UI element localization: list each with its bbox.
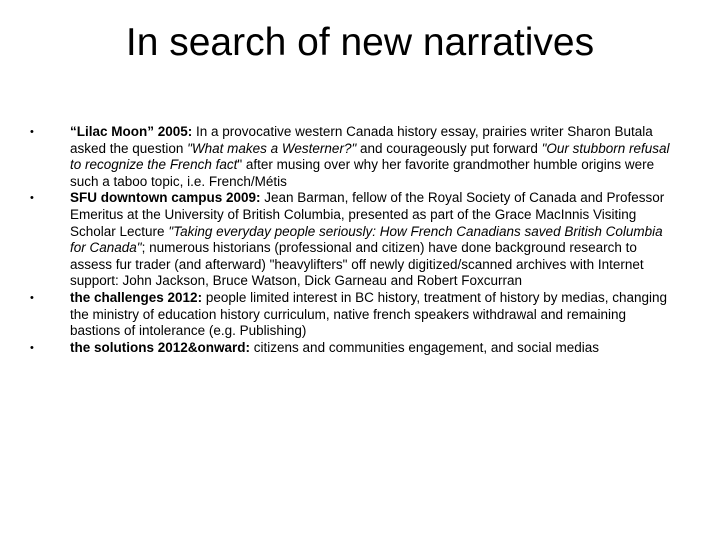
bullet-lead: the challenges 2012:	[70, 289, 203, 305]
bullet-quote: "Our stubborn refusal to recognize the French fact	[70, 140, 670, 173]
bullet-dot: •	[30, 291, 34, 304]
bullet-dot: •	[30, 126, 34, 138]
bullet-dot: •	[30, 341, 34, 354]
bullet-quote: "Taking everyday people seriously: How French Canadians saved British Columbia for Canada"	[70, 223, 663, 256]
bullet-text: " after musing over why her favorite grandmother humble origins were such a taboo topic, i.e. French/Métis	[70, 157, 655, 189]
bullet-item-lilac-moon	[30, 124, 680, 190]
bullet-item-sfu-downtown	[30, 190, 680, 290]
bullet-item-challenges	[30, 290, 680, 340]
bullet-lead: the solutions 2012&onward:	[70, 339, 251, 355]
slide-title: In search of new narratives	[125, 21, 595, 64]
bullet-text: In a provocative western Canada history essay, prairies writer Sharon Butala asked the question	[70, 124, 653, 156]
bullet-text: ; numerous historians (professional and citizen) have done background research to assess fur trader (and afterward) "heavylifters" off newly digitized/scanned archives with Internet support: John Jackson, Bruce Watson, Dick Garneau and Robert Foxcurran	[70, 240, 644, 289]
bullet-lead: SFU downtown campus 2009:	[70, 190, 261, 206]
bullet-dot: •	[30, 192, 34, 205]
bullet-text: people limited interest in BC history, treatment of history by medias, changing the ministry of education history curriculum, native french speakers withdrawal and remaining bastions of intolerance (e.g. Publishing)	[70, 289, 668, 339]
bullet-quote: "What makes a Westerner?"	[187, 140, 357, 156]
bullet-item-solutions	[30, 340, 680, 357]
bullet-lead: “Lilac Moon” 2005:	[70, 124, 193, 139]
bullet-text: Jean Barman, fellow of the Royal Society of Canada and Professor Emeritus at the University of British Columbia, presented as part of the Grace MacInnis Visiting Scholar Lecture	[70, 190, 665, 239]
bullet-list	[30, 124, 680, 356]
bullet-text: and courageously put forward	[356, 140, 542, 156]
bullet-text: citizens and communities engagement, and social medias	[250, 339, 599, 355]
